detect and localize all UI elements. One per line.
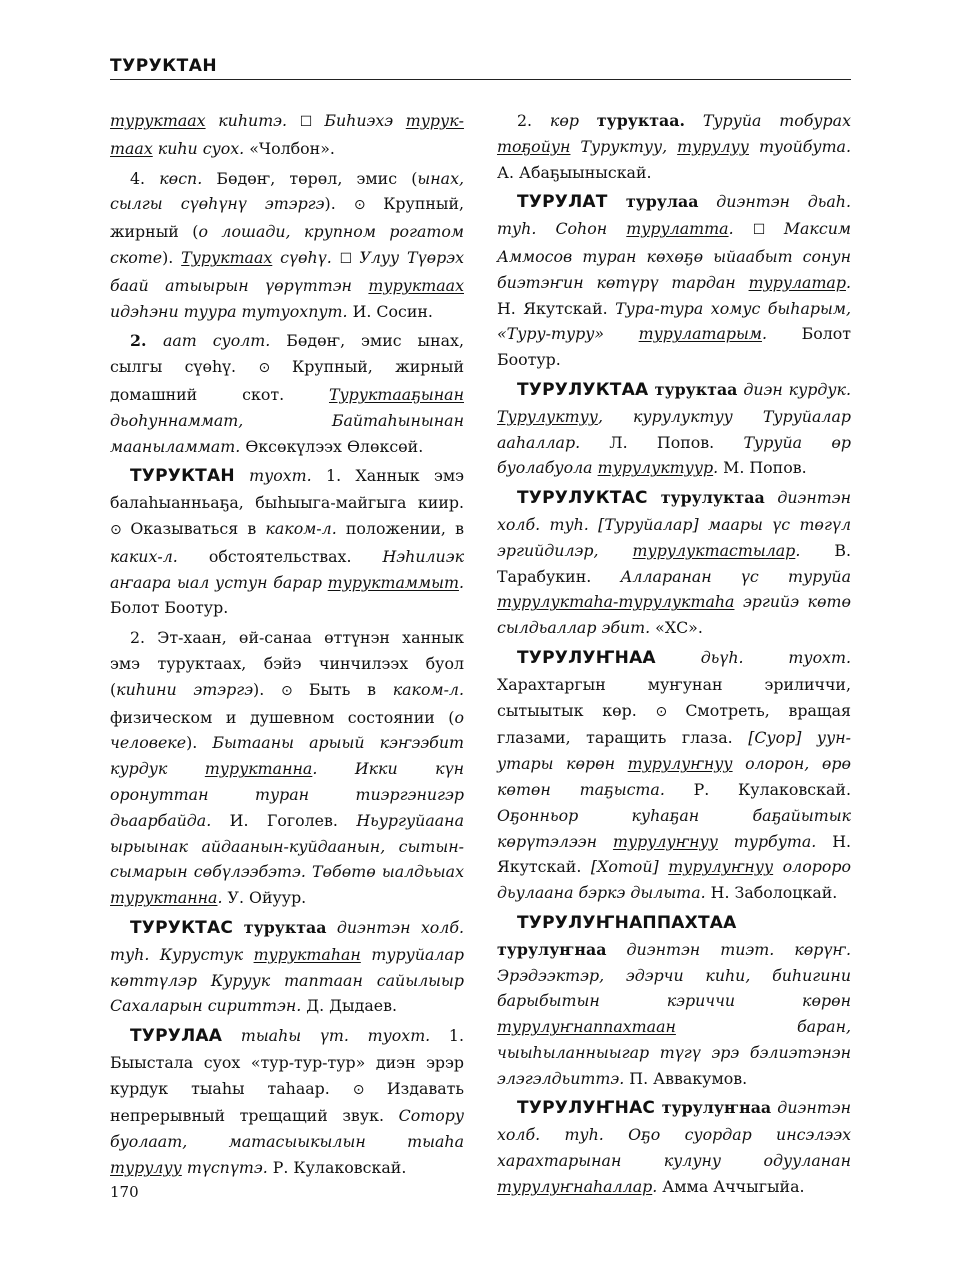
- italic-text: Туруйа тобурах: [685, 111, 851, 130]
- italic-text: Туруктуу,: [570, 136, 678, 156]
- text-run: И. Сосин.: [347, 301, 433, 321]
- text-run: 1. Ханнык эмэ балаһыанньаҕа, быһыыга-майгыга киир.: [110, 466, 464, 513]
- italic-text: ынах, сылгы сүөһүнү этэргэ: [110, 168, 464, 214]
- bold-text: 2.: [130, 331, 163, 351]
- italic-text: .: [728, 219, 753, 239]
- text-run: 1. Быыстала суох «тур-тур-тур» диэн эрэр курдук тыаһы таһаар.: [110, 1026, 465, 1098]
- symbol-glyph: ⊙: [258, 360, 293, 377]
- underlined-example-word: турулуктаһа-турулуктаһа: [497, 592, 735, 612]
- text-run: У. Ойуур.: [222, 888, 307, 908]
- left-column: [110, 108, 464, 1185]
- italic-text: Ньургуйаана ырыынак айдаанын-куйдаанын, сытын-сымарын сөбүлээбэтэ. Төбөтө ыалдьыах: [110, 810, 464, 882]
- underlined-example-word: Турулуктуу: [497, 406, 598, 426]
- text-run: ).: [253, 679, 281, 699]
- underlined-example-word: туруктаах: [368, 275, 464, 295]
- text-run: И. Гоголев.: [211, 810, 357, 830]
- underlined-example-word: туруктанна: [110, 888, 218, 908]
- italic-text: диэнтэн холб. туһ. Курустук: [110, 917, 464, 964]
- bold-text: туруктаа: [648, 379, 738, 399]
- italic-text: Тура-тура хомус быһарым, «Туру-туру»: [497, 298, 851, 344]
- text-run: Крупный, жирный (: [110, 194, 464, 242]
- dictionary-entry: [497, 377, 851, 481]
- page-number: 170: [110, 1183, 139, 1201]
- symbol-glyph: ⊙: [352, 1081, 387, 1098]
- underlined-example-word: турулуктуур: [597, 458, 714, 478]
- text-run: «ХС».: [650, 618, 703, 638]
- underlined-example-word: турук-таах: [110, 111, 464, 158]
- italic-text: дьүһ. туохт.: [655, 647, 851, 667]
- italic-text: Улуу Түөрэх баай атыырын үөрүттэн: [110, 247, 464, 295]
- italic-text: каком-л.: [392, 679, 464, 699]
- italic-text: .: [845, 272, 851, 292]
- italic-text: көсп.: [159, 168, 203, 188]
- dictionary-entry: [110, 915, 464, 1019]
- text-run: Н. Заболоцкай.: [705, 883, 838, 903]
- text-run: ).: [186, 733, 213, 753]
- text-run: Болот Боотур.: [110, 598, 229, 618]
- italic-text: олороро дьулаана бэркэ дылыта.: [497, 857, 851, 903]
- text-run: П. Аввакумов.: [624, 1068, 748, 1088]
- italic-text: Максим Аммосов туран көхөҕө ыйаабыт сонун биэтэҥин көтүрү тардан: [497, 219, 851, 292]
- italic-text: Нэһилиэк аҥаара ыал устун барар: [110, 546, 464, 592]
- text-run: Быть в: [308, 679, 393, 699]
- right-column: [497, 108, 851, 1204]
- italic-text: каком-л.: [265, 518, 337, 538]
- symbol-glyph: ⊙: [655, 703, 686, 720]
- text-run: Болот Боотур.: [497, 324, 851, 370]
- italic-text: баран, чыыһыланныыгар түгү эрэ бэлиэтэнэн элэгэлдьиттэ.: [497, 1017, 851, 1088]
- symbol-glyph: ☐: [752, 222, 784, 239]
- italic-text: Алларанан үс туруйа: [620, 566, 851, 586]
- italic-text: тыаһы үт. туохт.: [222, 1026, 431, 1046]
- underlined-example-word: турулатар: [748, 272, 846, 292]
- text-run: 2. Эт-хаан, өй-санаа өттүнэн ханнык эмэ туруктаах, бэйэ чинчилээх буол (: [110, 628, 464, 699]
- underlined-example-word: туруктаах: [110, 111, 206, 130]
- dictionary-entry: [110, 463, 464, 621]
- italic-text: туохт.: [234, 466, 312, 486]
- symbol-glyph: ☐: [339, 250, 360, 267]
- underlined-example-word: тоҕойун: [497, 136, 571, 156]
- underlined-example-word: турулуҥнуу: [627, 754, 733, 774]
- italic-text: [Суор] уун-утары көрөн: [497, 728, 851, 774]
- dictionary-entry: [497, 910, 851, 1092]
- text-run: Издавать непрерывный трещащий звук.: [110, 1078, 465, 1126]
- italic-text: о человеке: [110, 707, 464, 753]
- italic-text: дьоһуннаммат, Байтаһынынан мааныламмат.: [110, 410, 464, 456]
- symbol-glyph: ☐: [299, 114, 325, 130]
- italic-text: киһитэ.: [205, 111, 300, 130]
- bold-text: туруктаа: [233, 917, 327, 937]
- italic-text: о лошади, крупном рогатом скоте: [110, 222, 464, 267]
- entry-paragraph: [110, 625, 464, 911]
- bold-text: туруктаа.: [596, 111, 686, 130]
- italic-text: киһи суох.: [152, 138, 250, 158]
- italic-text: Туруйа өр буолабуола: [497, 432, 852, 478]
- entry-paragraph: [110, 166, 464, 325]
- italic-text: диэнтэн дьаһ. туһ. Соһон: [497, 192, 851, 239]
- italic-text: түспүтэ.: [181, 1158, 268, 1178]
- dictionary-entry: [497, 485, 851, 641]
- text-run: «Чолбон».: [249, 138, 335, 158]
- entry-paragraph: [110, 108, 464, 162]
- text-run: Н. Якутскай.: [497, 831, 851, 877]
- italic-text: .: [217, 888, 223, 908]
- italic-text: олорон, өрө көтөн таҕыста.: [497, 754, 851, 799]
- italic-text: каких-л.: [110, 546, 178, 566]
- header-rule: [110, 79, 851, 80]
- text-run: физическом и душевном состоянии (: [110, 707, 455, 727]
- italic-text: туруйалар көттүлэр Куруук таптаан сайылыыр Сахаларын сириттэн.: [110, 944, 465, 1016]
- headword: ТУРУЛУҤНАППАХТАА: [517, 912, 737, 933]
- text-run: Харахтаргын муҥунан эриличчи, сытыытык көр.: [497, 674, 851, 720]
- italic-text: , курулуктуу Туруйалар ааһаллар.: [497, 406, 851, 452]
- symbol-glyph: ⊙: [280, 682, 309, 699]
- italic-text: .: [795, 540, 801, 560]
- text-run: Өксөкүлээх Өлөксөй.: [240, 436, 424, 456]
- dictionary-entry: [497, 645, 851, 906]
- text-run: 4.: [130, 168, 160, 188]
- text-run: Оказываться в: [130, 518, 266, 538]
- symbol-glyph: ⊙: [110, 521, 131, 538]
- entry-paragraph: [110, 328, 464, 459]
- italic-text: диэнтэн холб. туһ. Оҕо суордар инсэлээх харахтарынан кулуну одууланан: [497, 1098, 851, 1171]
- italic-text: диэнтэн тиэт. көрүҥ. Эрэдээктэр, эдэрчи киһи, биһигини барыбытын кэриччи көрөн: [497, 939, 851, 1011]
- italic-text: киһини этэргэ: [116, 679, 254, 699]
- underlined-example-word: туруктанна: [204, 759, 313, 779]
- text-run: 2.: [517, 111, 550, 130]
- bold-text: турулуктаа: [647, 488, 765, 508]
- italic-text: идэһэни тууpa тутуохпут.: [110, 301, 348, 321]
- headword: ТУРУКТАН: [130, 466, 235, 487]
- text-run: ).: [324, 194, 354, 214]
- underlined-example-word: турулатарым: [638, 324, 762, 344]
- underlined-example-word: турулуҥнуу: [668, 857, 774, 877]
- text-run: обстоятельствах.: [177, 546, 383, 566]
- dictionary-entry: [497, 189, 851, 373]
- headword: ТУРУЛУҤНАА: [517, 647, 656, 668]
- text-run: Смотреть, вращая глазами, таращить глаза.: [497, 700, 851, 748]
- italic-text: [Хотой]: [590, 857, 669, 877]
- italic-text: . Икки күн оронуттан туран тиэргэнигэр дьаарбайда.: [110, 759, 464, 830]
- headword: ТУРУКТАС: [130, 917, 233, 938]
- italic-text: көр: [549, 111, 597, 130]
- headword: ТУРУЛУҤНАС: [517, 1098, 656, 1119]
- text-run: Крупный, жирный домашний скот.: [110, 357, 465, 404]
- text-run: Д. Дыдаев.: [301, 996, 397, 1016]
- underlined-example-word: турулуу: [677, 136, 749, 156]
- underlined-example-word: турулуктастылар: [632, 540, 796, 560]
- dictionary-entry: [497, 1095, 851, 1199]
- underlined-example-word: турулуу: [110, 1158, 182, 1178]
- italic-text: Биһиэхэ: [324, 111, 406, 130]
- running-head: ТУРУКТАН: [110, 56, 218, 76]
- italic-text: сүөһү.: [272, 247, 340, 267]
- headword: ТУРУЛАТ: [517, 192, 608, 213]
- headword: ТУРУЛАА: [130, 1026, 223, 1047]
- underlined-example-word: турулуҥнаһаллар: [497, 1176, 653, 1196]
- italic-text: .: [713, 458, 719, 478]
- entry-paragraph: [497, 108, 851, 185]
- text-run: В. Тарабукин.: [497, 540, 851, 586]
- italic-text: Оҕонньор куһаҕан баҕайытык көрүтэлээн: [497, 805, 851, 851]
- text-run: положении, в: [336, 518, 464, 538]
- italic-text: .: [762, 324, 768, 344]
- italic-text: Бытааны арыый кэҥээбит курдук: [110, 733, 464, 779]
- italic-text: диэнтэн холб. туһ. [Туруйалар] маары үс төгүл эргийдилэр,: [497, 488, 851, 560]
- underlined-example-word: турулуҥнаппахтаан: [497, 1017, 676, 1037]
- underlined-example-word: Туруктааҕынан: [328, 384, 464, 404]
- dictionary-entry: [110, 1023, 464, 1181]
- bold-text: турулуҥнаа: [497, 939, 607, 959]
- text-run: Бөдөҥ, төрөл, эмис (: [202, 168, 418, 188]
- italic-text: .: [652, 1176, 658, 1196]
- text-run: Н. Якутскай.: [497, 298, 616, 318]
- headword: ТУРУЛУКТАС: [517, 488, 648, 509]
- italic-text: Сотору буолаат, матасыыкылын тыаһа: [110, 1106, 464, 1152]
- italic-text: .: [458, 572, 464, 592]
- underlined-example-word: турулатта: [626, 219, 729, 239]
- italic-text: эргийэ көтө сылдьаллар эбит.: [497, 592, 851, 638]
- italic-text: диэн курдук.: [737, 379, 851, 399]
- italic-text: аат суолт.: [162, 331, 271, 351]
- headword: ТУРУЛУКТАА: [517, 379, 649, 400]
- underlined-example-word: туруктаһан: [253, 944, 361, 964]
- bold-text: турулуҥнаа: [655, 1098, 772, 1118]
- italic-text: туойбута.: [748, 136, 851, 156]
- italic-text: турбута.: [717, 831, 817, 851]
- underlined-example-word: турулуҥнуу: [612, 831, 718, 851]
- text-run: ).: [162, 247, 182, 267]
- text-run: Амма Аччыгыйа.: [657, 1176, 805, 1196]
- text-run: Р. Кулаковскай.: [664, 779, 851, 799]
- bold-text: турулаа: [607, 192, 699, 212]
- text-run: Р. Кулаковскай.: [267, 1158, 407, 1178]
- text-run: М. Попов.: [718, 458, 807, 478]
- underlined-example-word: Туруктаах: [181, 247, 273, 267]
- text-run: Бөдөҥ, эмис ынах, сылгы сүөһү.: [110, 331, 464, 377]
- underlined-example-word: туруктаммыт: [327, 572, 459, 592]
- text-run: А. Абаҕыыныскай.: [497, 162, 652, 182]
- symbol-glyph: ⊙: [353, 197, 384, 214]
- text-run: Л. Попов.: [580, 432, 744, 452]
